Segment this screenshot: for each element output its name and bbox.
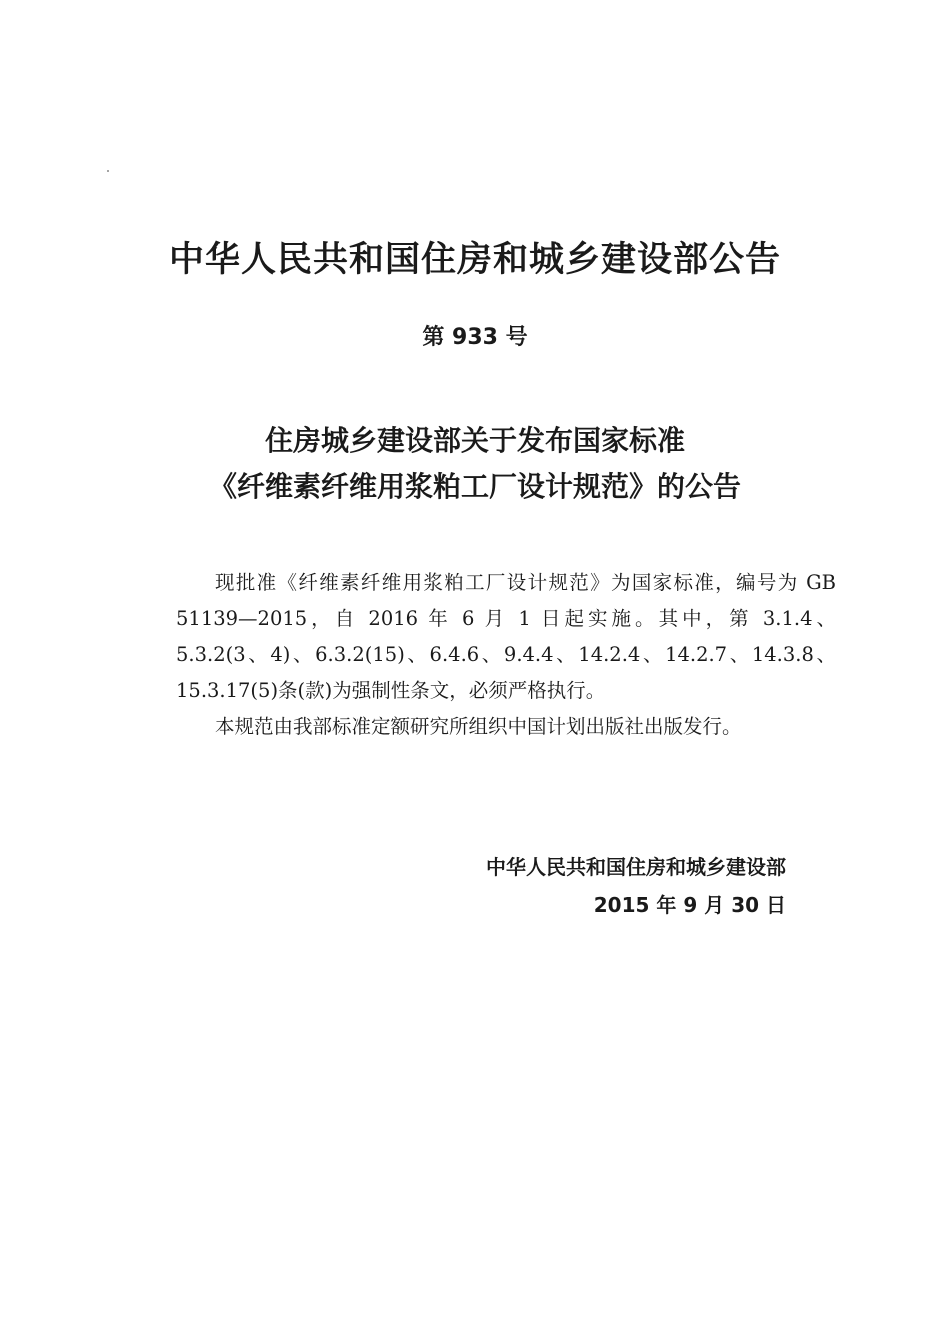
announcement-body — [176, 565, 836, 745]
signature-block — [486, 848, 786, 924]
scan-speck — [107, 170, 109, 172]
body-paragraph-2: 本规范由我部标准定额研究所组织中国计划出版社出版发行。 — [215, 715, 742, 738]
body-paragraph-1: 现批准《纤维素纤维用浆粕工厂设计规范》为国家标准，编号为 GB 51139—2015，自 2016 年 6 月 1 日起实施。其中，第 3.1.4、5.3.2(3、4)、6.3.2(15)、6.4.6、9.4.4、14.2.4、14.2.7、14.3.8、15.3.17(5)条(款)为强制性条文，必须严格执行。 — [176, 571, 836, 702]
subtitle-line-1: 住房城乡建设部关于发布国家标准 — [264, 424, 685, 457]
issuer-name: 中华人民共和国住房和城乡建设部 — [486, 855, 786, 879]
announcement-title: 中华人民共和国住房和城乡建设部公告 — [168, 240, 781, 280]
subtitle-line-2: 《纤维素纤维用浆粕工厂设计规范》的公告 — [208, 470, 741, 503]
announcement-number: 第 933 号 — [422, 325, 528, 350]
issue-date: 2015 年 9 月 30 日 — [593, 893, 786, 917]
announcement-subtitle — [0, 418, 950, 510]
